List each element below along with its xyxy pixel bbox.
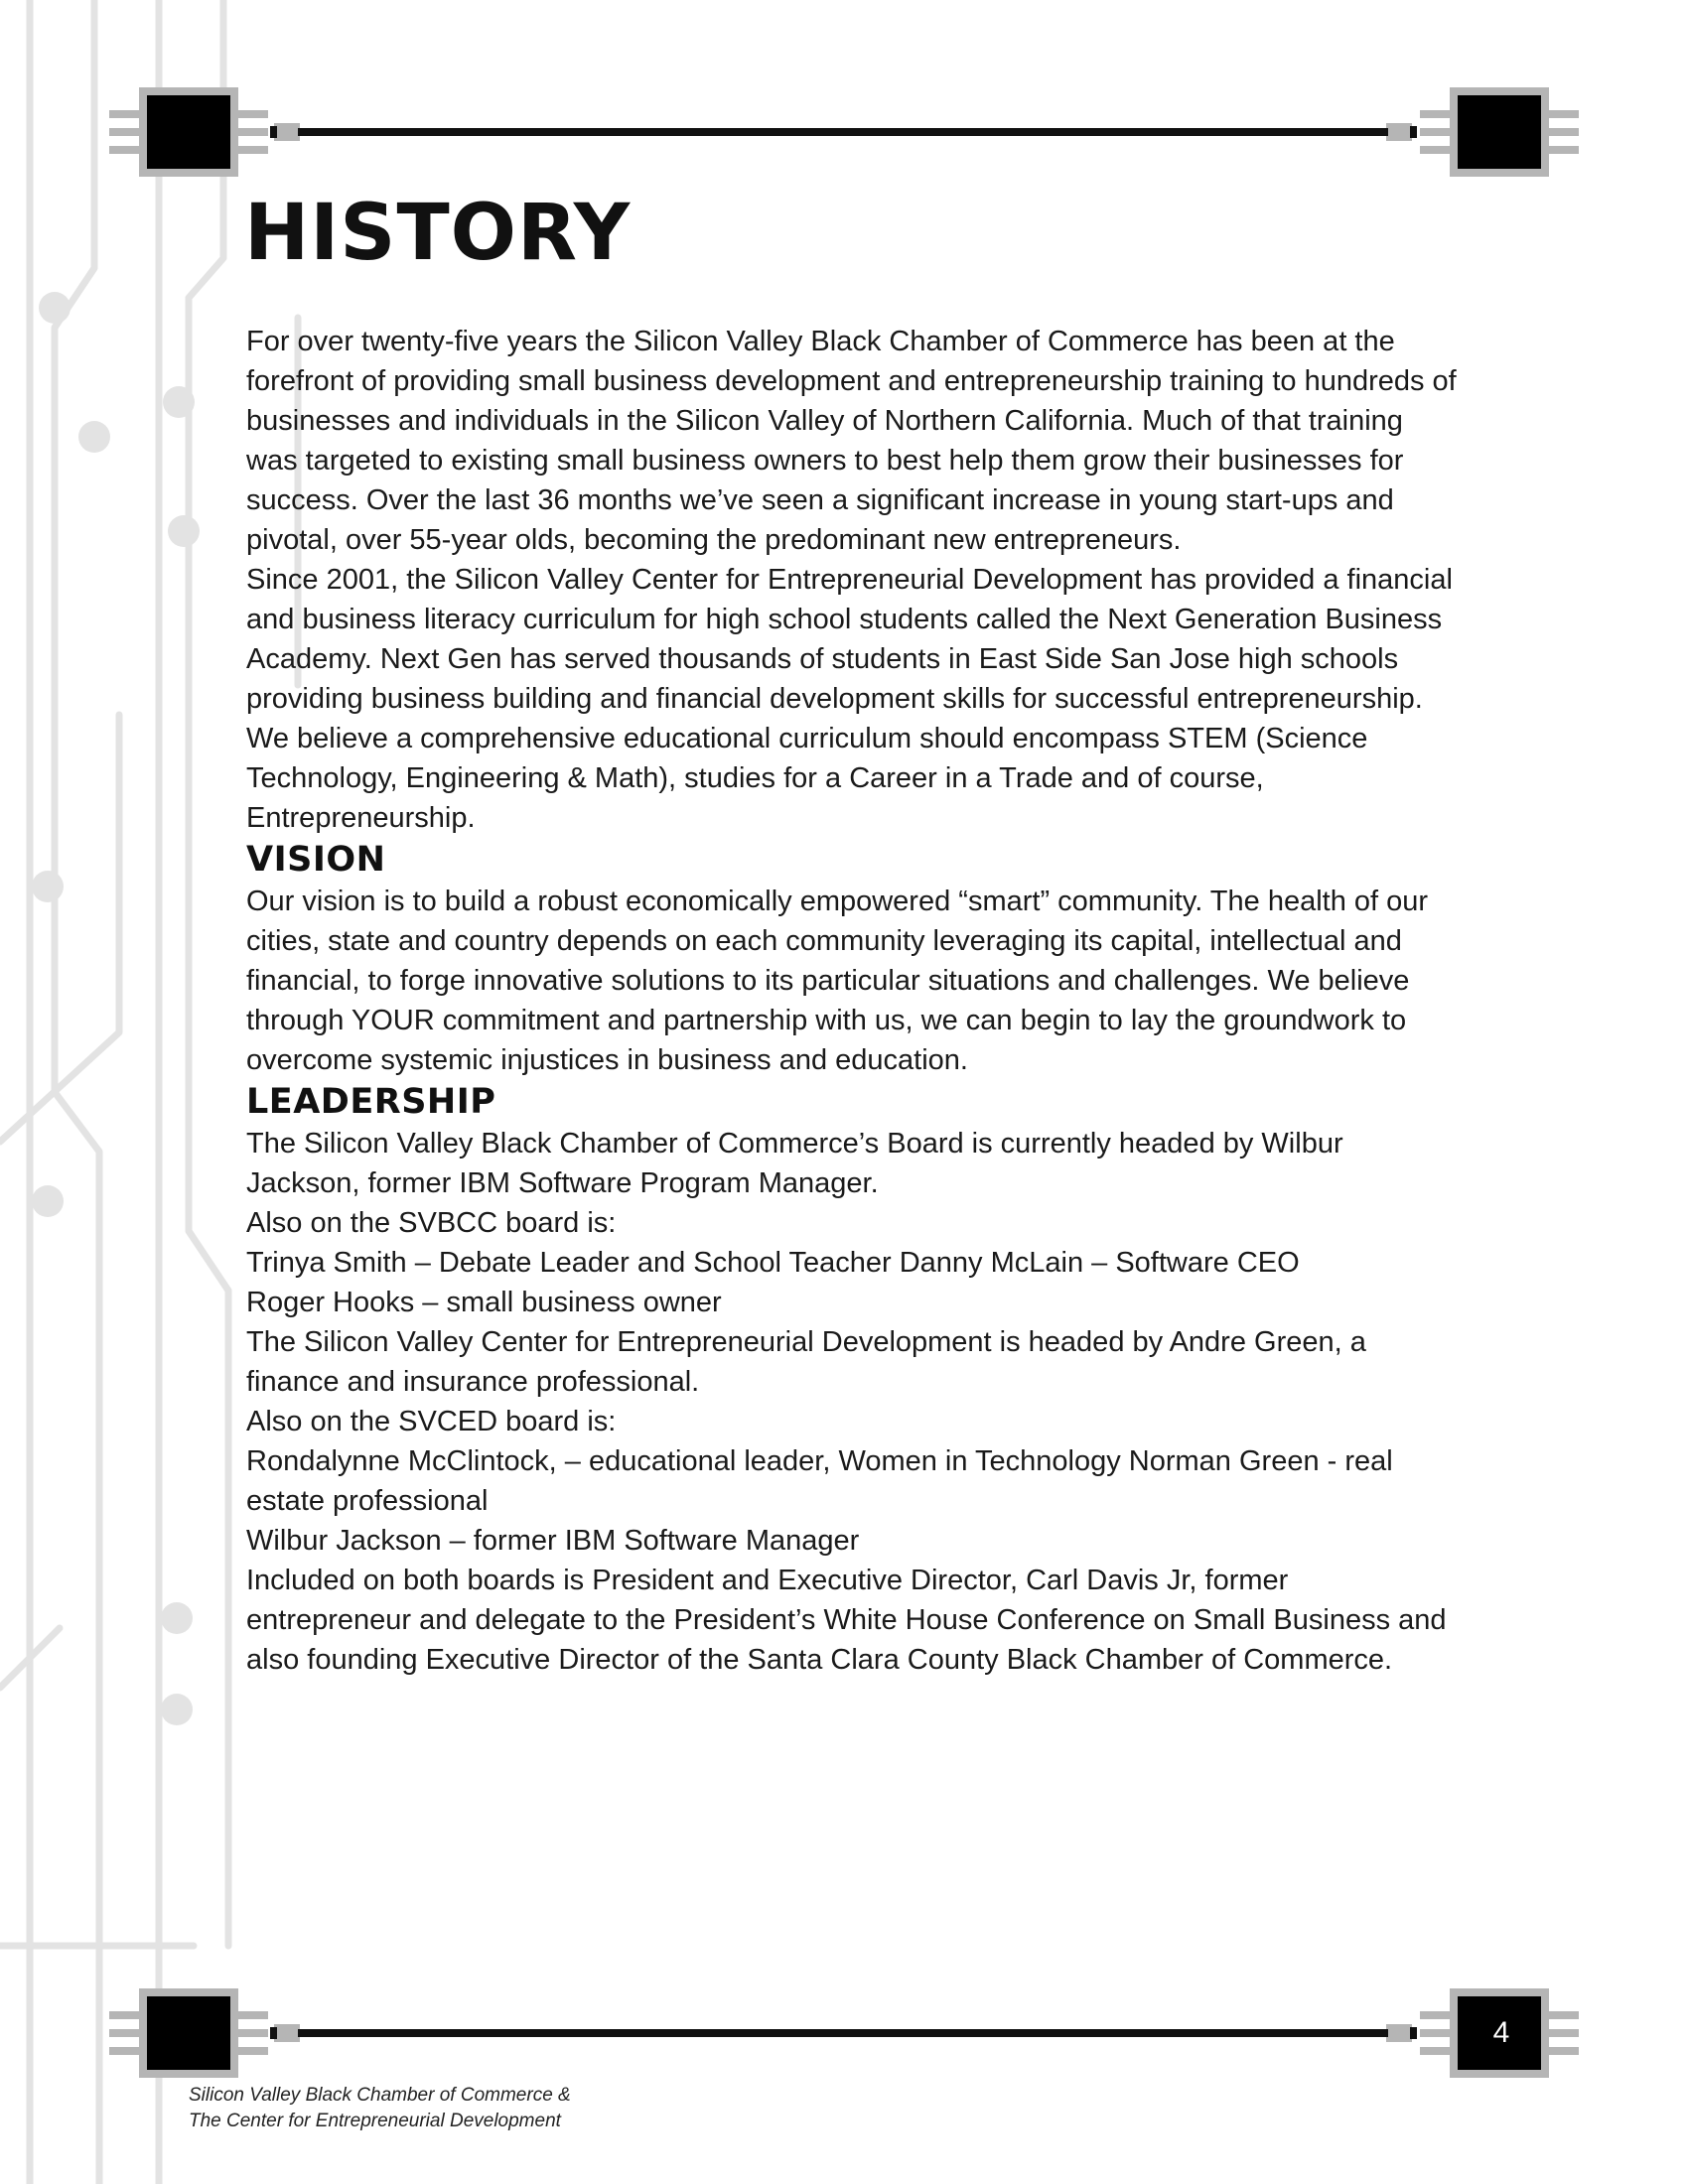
main-content <box>246 322 1458 1680</box>
vision-paragraph: Our vision is to build a robust economically empowered “smart” community. The health of our cities, state and country depends on each community leveraging its capital, intellectual and financial, to forge innovative solutions to its particular situations and challenges. We believe through YOUR commitment and partnership with us, we can begin to lay the groundwork to overcome systemic injustices in business and education. <box>246 886 1429 1076</box>
page-number: 4 <box>1492 2016 1510 2049</box>
footer <box>189 2083 571 2134</box>
leadership-line: Also on the SVCED board is: <box>246 1406 617 1437</box>
top-chip-divider <box>0 77 1688 187</box>
leadership-line: Wilbur Jackson – former IBM Software Manager <box>246 1525 860 1557</box>
leadership-line: Also on the SVBCC board is: <box>246 1207 617 1239</box>
vision-heading: VISION <box>246 840 386 880</box>
footer-line-1: Silicon Valley Black Chamber of Commerce & <box>189 2085 571 2106</box>
leadership-heading: LEADERSHIP <box>246 1082 496 1122</box>
history-paragraph-1: For over twenty-five years the Silicon Valley Black Chamber of Commerce has been at the forefront of providing small business development and entrepreneurship training to hundreds of businesses and individuals in the Silicon Valley of Northern California. Much of that training was targeted to existing small business owners to best help them grow their businesses for success. Over the last 36 months we’ve seen a significant increase in young start-ups and pivotal, over 55-year olds, becoming the predominant new entrepreneurs. <box>246 326 1457 556</box>
leadership-line: The Silicon Valley Black Chamber of Commerce’s Board is currently headed by Wilbur Jackson, former IBM Software Program Manager. <box>246 1128 1343 1199</box>
footer-line-2: The Center for Entrepreneurial Development <box>189 2111 561 2131</box>
leadership-line: Rondalynne McClintock, – educational leader, Women in Technology Norman Green - real estate professional <box>246 1445 1393 1517</box>
leadership-line: Roger Hooks – small business owner <box>246 1287 722 1318</box>
leadership-line: Included on both boards is President and Executive Director, Carl Davis Jr, former entrepreneur and delegate to the President’s White House Conference on Small Business and also founding Executive Director of the Santa Clara County Black Chamber of Commerce. <box>246 1565 1447 1676</box>
leadership-line: Trinya Smith – Debate Leader and School Teacher Danny McLain – Software CEO <box>246 1247 1300 1279</box>
history-paragraph-2: Since 2001, the Silicon Valley Center for Entrepreneurial Development has provided a financial and business literacy curriculum for high school students called the Next Generation Business Academy. Next Gen has served thousands of students in East Side San Jose high schools providing business building and financial development skills for successful entrepreneurship. We believe a comprehensive educational curriculum should encompass STEM (Science Technology, Engineering & Math), studies for a Career in a Trade and of course, Entrepreneurship. <box>246 564 1453 834</box>
page-title: HISTORY <box>244 189 632 278</box>
bottom-chip-divider <box>0 1979 1688 2088</box>
leadership-line: The Silicon Valley Center for Entrepreneurial Development is headed by Andre Green, a finance and insurance professional. <box>246 1326 1366 1398</box>
